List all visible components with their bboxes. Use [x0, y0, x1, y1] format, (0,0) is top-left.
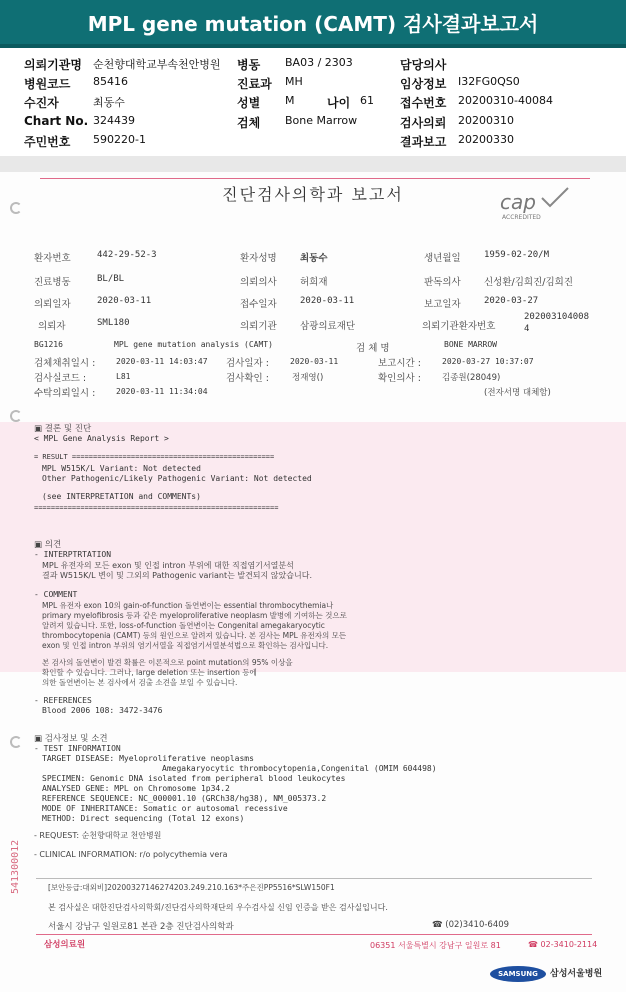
binder-hole-icon [10, 410, 22, 422]
test-info-heading: - TEST INFORMATION [34, 744, 121, 753]
room-label: 검사실코드 : [34, 373, 87, 384]
test-info-6: MODE OF INHERITANCE: Somatic or autosomal recessive [42, 804, 288, 813]
room-value: L81 [116, 372, 131, 381]
hospital-code-label: 병원코드 [24, 77, 71, 91]
doctor-label: 담당의사 [400, 58, 447, 72]
receipt-label: 접수번호 [400, 96, 447, 110]
test-name: MPL gene mutation analysis (CAMT) [114, 340, 273, 349]
references-heading: - REFERENCES [34, 696, 92, 705]
specimen-value: Bone Marrow [285, 114, 358, 127]
lab-address: 서울시 강남구 일원로81 본관 2층 진단검사의학과 [48, 922, 234, 932]
vertical-stamp: 541300012 [10, 839, 21, 894]
clinical-line: - CLINICAL INFORMATION: r/o polycythemia vera [34, 850, 228, 859]
footer-tel: ☎ 02-3410-2114 [528, 940, 598, 949]
section-conclusion: ▣ 결론 및 진단 [34, 424, 92, 434]
ward-label: 진료병동 [34, 277, 71, 288]
sex-value: M [285, 94, 295, 107]
interp-line-2: 결과 W515K/L 변이 및 그외의 Pathogenic variant는 발견되지 않았습니다. [42, 571, 312, 580]
collect-label: 검체채취일시 : [34, 358, 96, 369]
sex-label: 성별 [237, 96, 261, 110]
test-info-1: TARGET DISEASE: Myeloproliferative neoplasms [42, 754, 254, 763]
judge-value: 신성환/김희진/김희진 [484, 277, 573, 288]
doc-value: 허희재 [300, 277, 328, 288]
recvdate-value: 2020-03-11 [300, 296, 355, 306]
request-line: - REQUEST: 순천향대학교 천안병원 [34, 831, 162, 840]
reqpt-value-1: 202003104008 [524, 312, 590, 322]
confirm-label: 검사확인 : [226, 373, 269, 384]
cap-check-icon [540, 186, 570, 208]
section-test-info: ▣ 검사정보 및 소견 [34, 734, 108, 744]
reqinst-value: 삼광의료재단 [300, 321, 356, 332]
rrn-label: 주민번호 [24, 135, 71, 149]
comment-line-7: 확인할 수 있습니다. 그러나, large deletion 또는 insertion 등에 [42, 668, 257, 677]
footer-logo-text: 삼성서울병원 [550, 969, 603, 979]
comment-line-3: 알려져 있습니다. 또한, loss-of-function 돌연변이는 Congenital amegakaryocytic [42, 621, 325, 630]
binder-hole-icon [10, 736, 22, 748]
receipt-value: 20200310-40084 [458, 94, 553, 107]
footer-address: 06351 서울특별시 강남구 일원로 81 [370, 941, 501, 950]
ward-label: 병동 [237, 58, 261, 72]
repdate-label: 보고일자 [424, 299, 461, 310]
recvtime-value: 2020-03-11 11:34:04 [116, 387, 208, 396]
header-separator [0, 156, 626, 172]
result-footer: ========================================================== [34, 504, 279, 512]
report-subtitle: < MPL Gene Analysis Report > [34, 434, 169, 443]
result-line-3: (see INTERPRETATION and COMMENTs) [42, 492, 201, 501]
judge-label: 판독의사 [424, 277, 461, 288]
specimen-value: BONE MARROW [444, 340, 497, 349]
footer-hospital: 삼성의료원 [44, 940, 86, 950]
comment-heading: - COMMENT [34, 590, 78, 599]
page-title: MPL gene mutation (CAMT) 검사결과보고서 [87, 12, 539, 36]
comment-line-5: exon 및 인접 intron 부위의 염기서열을 직접염기서열분석법으로 확인하는 검사입니다. [42, 641, 329, 650]
reference-1: Blood 2006 108: 3472-3476 [42, 706, 163, 715]
test-code: BG1216 [34, 340, 63, 349]
testdate-value: 2020-03-11 [290, 357, 339, 366]
patient-value: 최동수 [93, 96, 125, 109]
samsung-logo: SAMSUNG [490, 966, 546, 982]
age-value: 61 [360, 94, 374, 107]
report-title-bar [0, 0, 626, 48]
requester-label: 의뢰자 [38, 321, 66, 332]
patient-label: 수진자 [24, 96, 59, 110]
test-info-3: SPECIMEN: Genomic DNA isolated from peripheral blood leukocytes [42, 774, 346, 783]
comment-line-1: MPL 유전자 exon 10의 gain-of-function 돌연변이는 essential thrombocythemia나 [42, 601, 334, 610]
cap-accredited: ACCREDITED [502, 214, 541, 221]
ward-value: BL/BL [97, 274, 125, 284]
request-value: 20200310 [458, 114, 514, 127]
test-info-5: REFERENCE SEQUENCE: NC_000001.10 (GRCh38/hg38), NM_005373.2 [42, 794, 327, 803]
chart-value: 324439 [93, 114, 135, 127]
reqinst-label: 의뢰기관 [240, 321, 277, 332]
name-label: 환자성명 [240, 253, 277, 264]
lab-phone: ☎ (02)3410-6409 [432, 920, 510, 930]
ward-value: BA03 / 2303 [285, 56, 353, 69]
repdate-value: 2020-03-27 [484, 296, 539, 306]
test-info-2: Amegakaryocytic thrombocytopenia,Congenital (OMIM 604498) [162, 764, 437, 773]
dept-label: 진료과 [237, 77, 272, 91]
recvtime-label: 수탁의뢰일시 : [34, 388, 96, 399]
recvdate-label: 접수일자 [240, 299, 277, 310]
confirm-value: 정재영() [292, 373, 324, 383]
clinical-label: 임상정보 [400, 77, 447, 91]
comment-line-2: primary myelofibrosis 등과 같은 myeloproliferative neoplasm 발병에 기여하는 것으로 [42, 611, 347, 620]
reptime-value: 2020-03-27 10:37:07 [442, 357, 534, 366]
chart-label: Chart No. [24, 114, 89, 128]
report-date-label: 결과보고 [400, 135, 447, 149]
reg-label: 환자번호 [34, 253, 71, 264]
binder-hole-icon [10, 202, 22, 214]
security-line: [보안등급:대외비]20200327146274203.249.210.163*주은진PP5516*SLW150F1 [48, 883, 335, 892]
comment-line-6: 본 검사의 돌연변이 발견 확률은 이론적으로 point mutation의 95% 이상을 [42, 658, 293, 667]
confirm-doc-value: 김종원(28049) [442, 373, 501, 383]
test-info-4: ANALYSED GENE: MPL on Chromosome 1p34.2 [42, 784, 230, 793]
dob-label: 생년월일 [424, 253, 461, 264]
reqdate-label: 의뢰일자 [34, 299, 71, 310]
footer-rule-pink [36, 934, 592, 935]
patient-header [0, 54, 626, 154]
name-value: 최동수 [300, 253, 328, 264]
top-rule [40, 178, 590, 179]
reqpt-label: 의뢰기관환자번호 [422, 321, 496, 332]
hospital-code-value: 85416 [93, 75, 128, 88]
comment-line-8: 의한 돌연변이는 본 검사에서 검출 소견을 보일 수 있습니다. [42, 678, 238, 687]
institution-value: 순천향대학교부속천안병원 [93, 58, 221, 71]
comment-line-4: thrombocytopenia (CAMT) 등의 원인으로 알려져 있습니다. 본 검사는 MPL 유전자의 모든 [42, 631, 347, 640]
certification-note: 본 검사실은 대한진단검사의학회/진단검사의학재단의 우수검사실 신임 인증을 받은 검사실입니다. [48, 903, 388, 912]
cap-logo: cap [500, 190, 536, 214]
section-opinion: ▣ 의견 [34, 540, 62, 550]
reqpt-value-2: 4 [524, 324, 530, 334]
report-title: 진단검사의학과 보고서 [222, 185, 404, 204]
dob-value: 1959-02-20/M [484, 250, 550, 260]
report-date-value: 20200330 [458, 133, 514, 146]
interp-heading: - INTERPTRTATION [34, 550, 112, 559]
request-label: 검사의뢰 [400, 116, 447, 130]
reptime-label: 보고시간 : [378, 358, 421, 369]
institution-label: 의뢰기관명 [24, 58, 82, 72]
requester-value: SML180 [97, 318, 130, 328]
scanned-report [0, 172, 626, 992]
test-info-7: METHOD: Direct sequencing (Total 12 exons) [42, 814, 245, 823]
result-line-2: Other Pathogenic/Likely Pathogenic Variant: Not detected [42, 474, 312, 483]
specimen-label: 검체 [237, 116, 261, 130]
esign-note: (전자서명 대체함) [484, 388, 551, 398]
interp-line-1: MPL 유전자의 모든 exon 및 인접 intron 부위에 대한 직접염기서열분석 [42, 561, 294, 570]
result-header: = RESULT ================================================ [34, 453, 275, 461]
collect-value: 2020-03-11 14:03:47 [116, 357, 208, 366]
result-line-1: MPL W515K/L Variant: Not detected [42, 464, 201, 473]
footer-rule [36, 878, 592, 879]
testdate-label: 검사일자 : [226, 358, 269, 369]
rrn-value: 590220-1 [93, 133, 146, 146]
age-label: 나이 [327, 96, 351, 110]
dept-value: MH [285, 75, 303, 88]
reqdate-value: 2020-03-11 [97, 296, 152, 306]
confirm-doc-label: 확인의사 : [378, 373, 421, 384]
doc-label: 의뢰의사 [240, 277, 277, 288]
clinical-value: I32FG0QS0 [458, 75, 520, 88]
reg-value: 442-29-52-3 [97, 250, 157, 260]
specimen-label: 검 체 명 [356, 343, 390, 354]
